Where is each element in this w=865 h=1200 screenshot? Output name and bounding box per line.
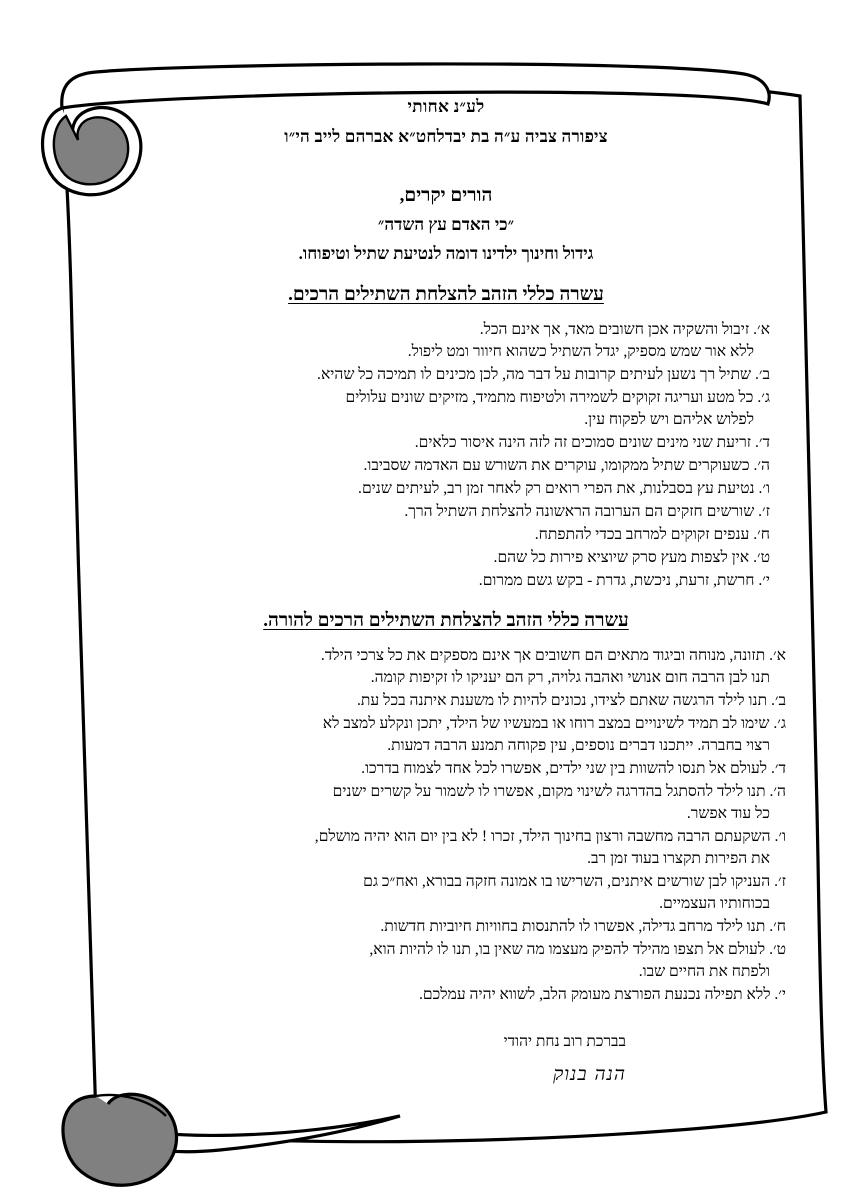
list-marker: ו׳. bbox=[758, 479, 770, 497]
list-item bbox=[102, 713, 786, 757]
list-text: כשעוקרים שתיל ממקומו, עוקרים את השורש עם האדמה שסביבו. bbox=[363, 456, 750, 474]
list-text: שורשים חזקים הם הערובה הראשונה להצלחת השתיל הרך. bbox=[404, 502, 755, 520]
list-text: תנו לילד מרחב גדילה, אפשרו לו להתנסות בחוויות חיוביות חדשות. bbox=[380, 918, 766, 936]
list-text-cont: לפלוש אליהם ויש לפקוח עין. bbox=[584, 410, 754, 428]
list-text: זריעת שני מינים שונים סמוכים זה לזה הינה איסור כלאים. bbox=[414, 433, 752, 451]
list-text: ענפים זקוקים למרחב בכדי להתפתח. bbox=[534, 525, 750, 543]
list-item bbox=[102, 939, 786, 983]
dedication-line-1: לע״נ אחותי bbox=[407, 97, 485, 116]
list-item bbox=[102, 758, 786, 780]
dedication-line-2: ציפורה צביה ע״ה בת יבדלחט״א אברהם לייב הי״ו bbox=[284, 126, 608, 146]
list-text-cont: בכוחותיו העצמיים. bbox=[659, 895, 770, 913]
list-item bbox=[102, 570, 770, 592]
section-2-list bbox=[96, 645, 796, 1006]
list-text: לעולם אל תצפו מהילד להפיק מעצמו מה שאין בו, תנו לו להיות הוא, bbox=[369, 941, 766, 959]
list-marker: ח׳. bbox=[769, 918, 786, 936]
section-1-list bbox=[96, 319, 796, 592]
list-marker: ו׳. bbox=[774, 828, 786, 846]
list-text: כל מטע ועריגה זקוקים לשמירה ולטיפוח מתמיד, מזיקים שונים עלולים bbox=[345, 388, 754, 406]
list-text: תנו לילד הרגשה שאתם לצידו, נכונים להיות לו משענת איתנה בכל עת. bbox=[357, 692, 768, 710]
list-item bbox=[102, 690, 786, 712]
section-1-heading: עשרה כללי הזהב להצלחת השתילים הרכים. bbox=[288, 283, 604, 305]
dedication-block bbox=[96, 96, 796, 149]
list-text-cont: את הפירות תקצרו בעוד זמן רב. bbox=[587, 850, 770, 868]
list-text: אין לצפות מעץ סרק שיוציא פירות כל שהם. bbox=[493, 548, 750, 566]
list-item bbox=[102, 645, 786, 689]
list-item bbox=[102, 432, 770, 454]
list-marker: ט׳. bbox=[769, 941, 786, 959]
list-text: העניקו לבן שורשים איתנים, השרישו בו אמונה חזקה בבורא, ואח״כ גם bbox=[363, 873, 771, 891]
list-text: שימו לב תמיד לשינויים במצב רוחו או במעשיו של הילד, יתכן ונקלע למצב לא bbox=[322, 715, 770, 733]
list-text: לעולם אל תנסו להשוות בין שני ילדים, אפשרו לכל אחד לצמוח בדרכו. bbox=[361, 760, 768, 778]
list-item bbox=[102, 524, 770, 546]
scroll-bottom-curl bbox=[63, 1094, 177, 1185]
list-item bbox=[102, 387, 770, 431]
list-item bbox=[102, 364, 770, 386]
intro-title: הורים יקרים, bbox=[399, 184, 493, 206]
list-item bbox=[102, 871, 786, 915]
list-marker: ז׳. bbox=[774, 873, 786, 891]
list-marker: ב׳. bbox=[754, 365, 770, 383]
list-marker: ד׳. bbox=[755, 433, 770, 451]
list-text-cont: ולפתח את החיים שבו. bbox=[638, 963, 770, 981]
list-text: השקעתם הרבה מחשבה ורצון בחינוך הילד, זכרו ! לא בין יום הוא יהיה מושלם, bbox=[314, 828, 771, 846]
list-item bbox=[102, 478, 770, 500]
list-text: שתיל רך נשען לעיתים קרובות על דבר מה, לכן מכינים לו תמיכה כל שהיא. bbox=[317, 365, 752, 383]
signature-block bbox=[96, 1032, 796, 1087]
list-text-cont: רצוי בחברה. ייתכנו דברים נוספים, עין פקוחה תמנע הרבה דמעות. bbox=[387, 737, 770, 755]
list-item bbox=[102, 781, 786, 825]
list-text: זיבול והשקיה אכן חשובים מאד, אך אינם הכל. bbox=[479, 320, 750, 338]
intro-verse: ״כי האדם עץ השדה״ bbox=[377, 214, 515, 234]
list-item bbox=[102, 547, 770, 569]
intro-subtitle: גידול וחינוך ילדינו דומה לנטיעת שתיל וטיפוחו. bbox=[298, 243, 594, 263]
list-text-cont: ללא אור שמש מספיק, יגדל השתיל כשהוא חיוור ומט ליפול. bbox=[407, 342, 754, 360]
list-item bbox=[102, 826, 786, 870]
list-text: תנו לילד להסתגל בהדרגה לשינוי מקום, אפשרו לו לשמור על קשרים ישנים bbox=[332, 783, 766, 801]
list-text: חרשת, זרעת, ניכשת, גדרת - בקש גשם ממרום. bbox=[478, 571, 755, 589]
list-marker: א׳. bbox=[769, 647, 786, 665]
list-marker: ח׳. bbox=[753, 525, 770, 543]
list-marker: ב׳. bbox=[770, 692, 786, 710]
list-marker: ה׳. bbox=[769, 783, 786, 801]
signature-name: הנה בנוק bbox=[553, 1062, 626, 1085]
section-2-heading: עשרה כללי הזהב להצלחת השתילים הרכים להורה. bbox=[263, 609, 629, 631]
list-text: ללא תפילה נכנעת הפורצת מעומק הלב, לשווא יהיה עמלכם. bbox=[419, 986, 771, 1003]
list-item bbox=[102, 501, 770, 523]
list-text: נטיעת עץ בסבלנות, את הפרי רואים רק לאחר זמן רב, לעיתים שנים. bbox=[358, 479, 755, 497]
intro-block bbox=[96, 183, 796, 266]
signature-blessing: בברכת רוב נחת יהודי bbox=[503, 1032, 626, 1050]
list-text-cont: תנו לבן הרבה חום אנושי ואהבה גלויה, רק הם יעניקו לו זקיפות קומה. bbox=[370, 669, 770, 687]
list-text-cont: כל עוד אפשר. bbox=[686, 805, 770, 823]
list-marker: ט׳. bbox=[753, 548, 770, 566]
list-item bbox=[102, 916, 786, 938]
list-marker: ג׳. bbox=[773, 715, 786, 733]
document-content bbox=[96, 96, 796, 1087]
list-marker: א׳. bbox=[753, 320, 770, 338]
list-marker: ג׳. bbox=[757, 388, 770, 406]
list-marker: ז׳. bbox=[758, 502, 770, 520]
list-marker: י׳. bbox=[774, 986, 786, 1003]
list-marker: ד׳. bbox=[771, 760, 786, 778]
list-marker: ה׳. bbox=[753, 456, 770, 474]
list-text: תזונה, מנוחה וביגוד מתאים הם חשובים אך אינם מספקים את כל צרכי הילד. bbox=[320, 647, 766, 665]
list-item bbox=[102, 984, 786, 1006]
list-item bbox=[102, 455, 770, 477]
list-marker: י׳. bbox=[758, 571, 770, 589]
list-item bbox=[102, 319, 770, 363]
